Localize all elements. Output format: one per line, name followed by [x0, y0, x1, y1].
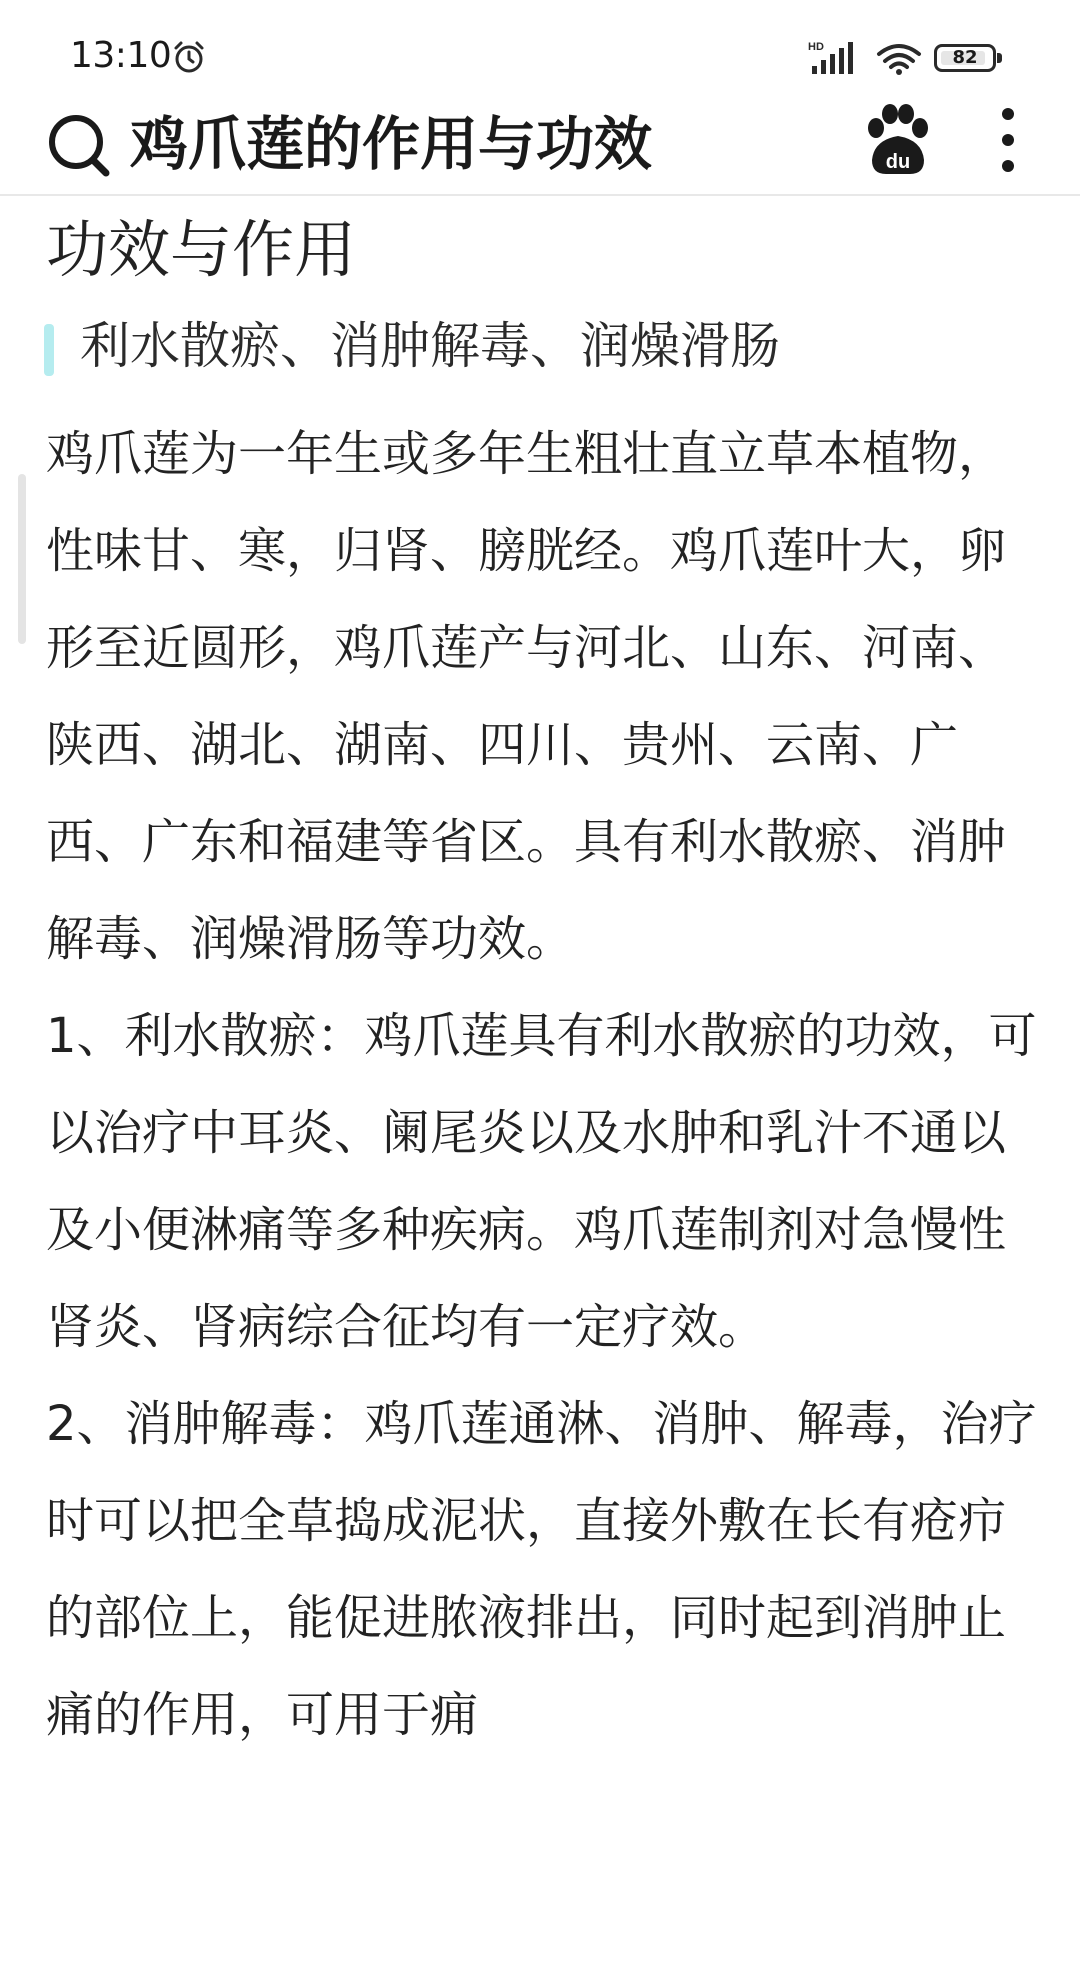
baidu-paw-icon[interactable] — [862, 102, 932, 178]
more-vertical-icon[interactable] — [988, 100, 1028, 180]
subtitle-accent-bar — [44, 324, 54, 376]
search-query[interactable]: 鸡爪莲的作用与功效 — [130, 110, 653, 178]
paragraph-item-1: 1、利水散瘀：鸡爪莲具有利水散瘀的功效，可以治疗中耳炎、阑尾炎以及水肿和乳汁不通以及小便淋痛等多种疾病。鸡爪莲制剂对急慢性肾炎、肾病综合征均有一定疗效。 — [46, 1008, 1037, 1355]
alarm-icon — [172, 40, 206, 74]
battery-level: 82 — [952, 47, 978, 68]
wifi-icon — [876, 42, 922, 76]
battery-icon — [934, 44, 1004, 72]
svg-text:du: du — [885, 151, 911, 173]
paragraph-intro: 鸡爪莲为一年生或多年生粗壮直立草本植物，性味甘、寒，归肾、膀胱经。鸡爪莲叶大，卵形至近圆形，鸡爪莲产与河北、山东、河南、陕西、湖北、湖南、四川、贵州、云南、广西、广东和福建等省区。具有利水散瘀、消肿解毒、润燥滑肠等功效。 — [46, 426, 1007, 967]
signal-icon — [808, 40, 864, 76]
section-title: 功效与作用 — [46, 213, 357, 286]
status-time: 13:10 — [70, 35, 172, 76]
search-header — [0, 100, 1080, 196]
network-label: HD — [808, 41, 824, 53]
article-body — [46, 406, 1046, 1764]
paragraph-item-2: 2、消肿解毒：鸡爪莲通淋、消肿、解毒，治疗时可以把全草捣成泥状，直接外敷在长有疮疖的部位上，能促进脓液排出，同时起到消肿止痛的作用，可用于痈 — [46, 1396, 1037, 1743]
scroll-indicator[interactable] — [18, 474, 26, 644]
search-icon[interactable] — [46, 110, 116, 180]
status-bar — [0, 0, 1080, 100]
subtitle: 利水散瘀、消肿解毒、润燥滑肠 — [80, 317, 780, 375]
